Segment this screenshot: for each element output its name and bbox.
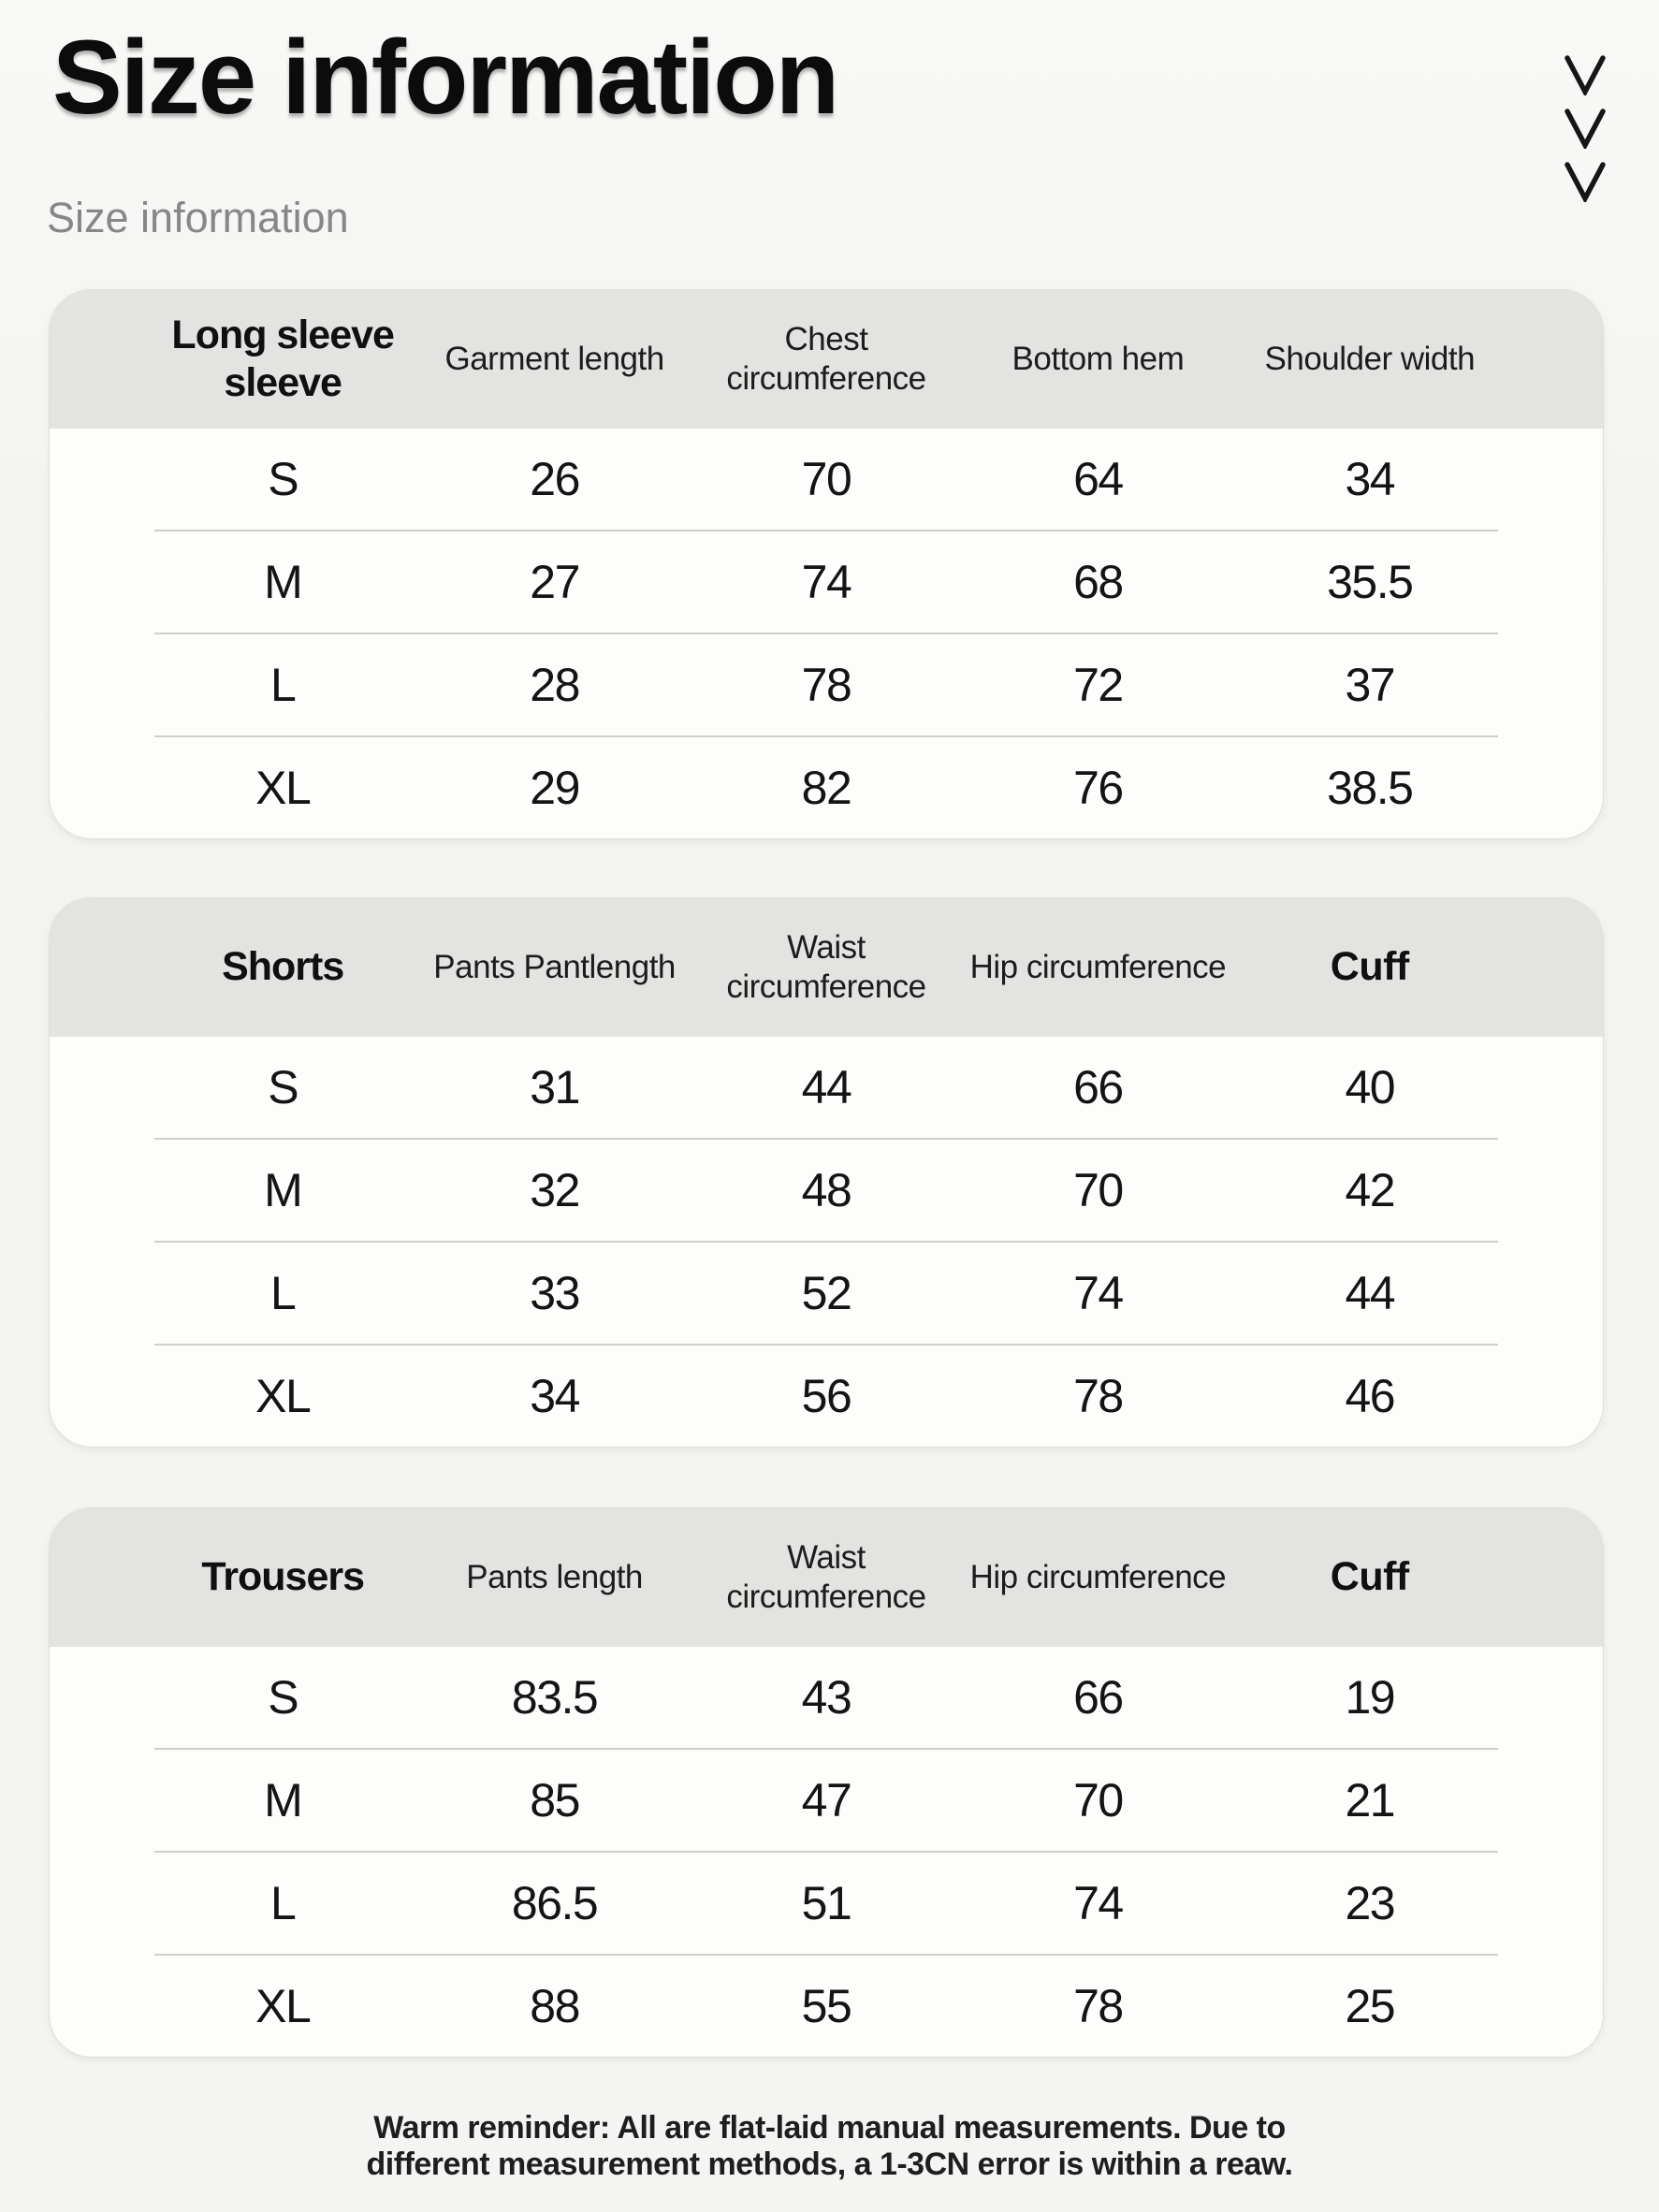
value-cell: 21 bbox=[1345, 1773, 1395, 1826]
value-cell: 78 bbox=[801, 658, 851, 711]
table-title: Long sleeve sleeve bbox=[171, 312, 394, 405]
value-cell: 74 bbox=[1073, 1876, 1123, 1929]
size-table-trousers bbox=[49, 1507, 1604, 2058]
size-cell: XL bbox=[255, 1979, 311, 2032]
table-row bbox=[50, 634, 1603, 735]
value-cell: 32 bbox=[530, 1163, 579, 1216]
table-title: Shorts bbox=[222, 944, 344, 990]
value-cell: 70 bbox=[1073, 1163, 1123, 1216]
page-title: Size information bbox=[52, 19, 838, 136]
column-header: Pants length bbox=[466, 1559, 643, 1596]
column-header: Waist circumference bbox=[726, 929, 926, 1005]
value-cell: 66 bbox=[1073, 1060, 1123, 1113]
table-title: Trousers bbox=[201, 1554, 365, 1600]
table-header-row bbox=[50, 1508, 1603, 1647]
chevron-down-icon bbox=[1564, 161, 1607, 202]
table-header-row bbox=[50, 290, 1603, 429]
value-cell: 28 bbox=[530, 658, 579, 711]
size-cell: M bbox=[264, 1773, 302, 1826]
value-cell: 31 bbox=[530, 1060, 579, 1113]
size-cell: S bbox=[268, 452, 298, 505]
value-cell: 78 bbox=[1073, 1369, 1123, 1422]
table-body bbox=[50, 1647, 1603, 2057]
column-header: Pants Pantlength bbox=[433, 949, 676, 986]
table-row bbox=[50, 1647, 1603, 1748]
column-header: Cuff bbox=[1330, 1554, 1409, 1600]
table-row bbox=[50, 1037, 1603, 1138]
value-cell: 43 bbox=[801, 1670, 851, 1724]
value-cell: 85 bbox=[530, 1773, 579, 1826]
value-cell: 78 bbox=[1073, 1979, 1123, 2032]
value-cell: 51 bbox=[801, 1876, 851, 1929]
table-row bbox=[50, 1243, 1603, 1344]
value-cell: 74 bbox=[1073, 1266, 1123, 1319]
table-row bbox=[50, 429, 1603, 530]
column-header: Bottom hem bbox=[1011, 341, 1185, 378]
value-cell: 70 bbox=[1073, 1773, 1123, 1826]
value-cell: 72 bbox=[1073, 658, 1123, 711]
value-cell: 26 bbox=[530, 452, 579, 505]
value-cell: 34 bbox=[1345, 452, 1395, 505]
column-header: Chest circumference bbox=[726, 321, 926, 397]
value-cell: 44 bbox=[1345, 1266, 1395, 1319]
size-cell: L bbox=[270, 1876, 296, 1929]
value-cell: 70 bbox=[801, 452, 851, 505]
column-header: Hip circumference bbox=[969, 1559, 1227, 1596]
table-body bbox=[50, 429, 1603, 838]
value-cell: 52 bbox=[801, 1266, 851, 1319]
value-cell: 76 bbox=[1073, 761, 1123, 814]
size-cell: XL bbox=[255, 1369, 311, 1422]
table-row bbox=[50, 737, 1603, 838]
size-cell: M bbox=[264, 1163, 302, 1216]
value-cell: 64 bbox=[1073, 452, 1123, 505]
value-cell: 40 bbox=[1345, 1060, 1395, 1113]
value-cell: 56 bbox=[801, 1369, 851, 1422]
size-cell: S bbox=[268, 1060, 298, 1113]
value-cell: 68 bbox=[1073, 555, 1123, 608]
table-header-row bbox=[50, 898, 1603, 1037]
column-header: Cuff bbox=[1330, 944, 1409, 990]
size-cell: XL bbox=[255, 761, 311, 814]
value-cell: 42 bbox=[1345, 1163, 1395, 1216]
value-cell: 44 bbox=[801, 1060, 851, 1113]
value-cell: 27 bbox=[530, 555, 579, 608]
value-cell: 66 bbox=[1073, 1670, 1123, 1724]
chevron-down-icon bbox=[1564, 108, 1607, 149]
value-cell: 35.5 bbox=[1327, 555, 1413, 608]
value-cell: 19 bbox=[1345, 1670, 1395, 1724]
value-cell: 25 bbox=[1345, 1979, 1395, 2032]
size-cell: M bbox=[264, 555, 302, 608]
value-cell: 47 bbox=[801, 1773, 851, 1826]
table-row bbox=[50, 1956, 1603, 2057]
reminder-line-2: different measurement methods, a 1-3CN error is within a reaw. bbox=[366, 2146, 1293, 2182]
column-header: Hip circumference bbox=[969, 949, 1227, 986]
value-cell: 74 bbox=[801, 555, 851, 608]
value-cell: 82 bbox=[801, 761, 851, 814]
size-cell: S bbox=[268, 1670, 298, 1724]
size-table-shorts bbox=[49, 897, 1604, 1448]
value-cell: 55 bbox=[801, 1979, 851, 2032]
value-cell: 34 bbox=[530, 1369, 579, 1422]
chevron-down-icon bbox=[1564, 54, 1607, 95]
value-cell: 29 bbox=[530, 761, 579, 814]
table-row bbox=[50, 531, 1603, 633]
value-cell: 86.5 bbox=[511, 1876, 598, 1929]
value-cell: 88 bbox=[530, 1979, 579, 2032]
column-header: Garment length bbox=[444, 341, 664, 378]
table-body bbox=[50, 1037, 1603, 1447]
scroll-down-indicator bbox=[1564, 54, 1607, 202]
size-table-long-sleeve bbox=[49, 289, 1604, 839]
table-row bbox=[50, 1346, 1603, 1447]
table-row bbox=[50, 1140, 1603, 1241]
size-cell: L bbox=[270, 658, 296, 711]
size-cell: L bbox=[270, 1266, 296, 1319]
reminder-text bbox=[0, 2110, 1659, 2183]
value-cell: 38.5 bbox=[1327, 761, 1413, 814]
value-cell: 48 bbox=[801, 1163, 851, 1216]
page-subtitle: Size information bbox=[47, 193, 349, 241]
table-row bbox=[50, 1853, 1603, 1954]
value-cell: 33 bbox=[530, 1266, 579, 1319]
column-header: Waist circumference bbox=[726, 1539, 926, 1615]
value-cell: 46 bbox=[1345, 1369, 1395, 1422]
value-cell: 37 bbox=[1345, 658, 1395, 711]
table-row bbox=[50, 1750, 1603, 1851]
reminder-line-1: Warm reminder: All are flat-laid manual measurements. Due to bbox=[373, 2109, 1286, 2146]
value-cell: 83.5 bbox=[511, 1670, 598, 1724]
column-header: Shoulder width bbox=[1264, 341, 1476, 378]
value-cell: 23 bbox=[1345, 1876, 1395, 1929]
